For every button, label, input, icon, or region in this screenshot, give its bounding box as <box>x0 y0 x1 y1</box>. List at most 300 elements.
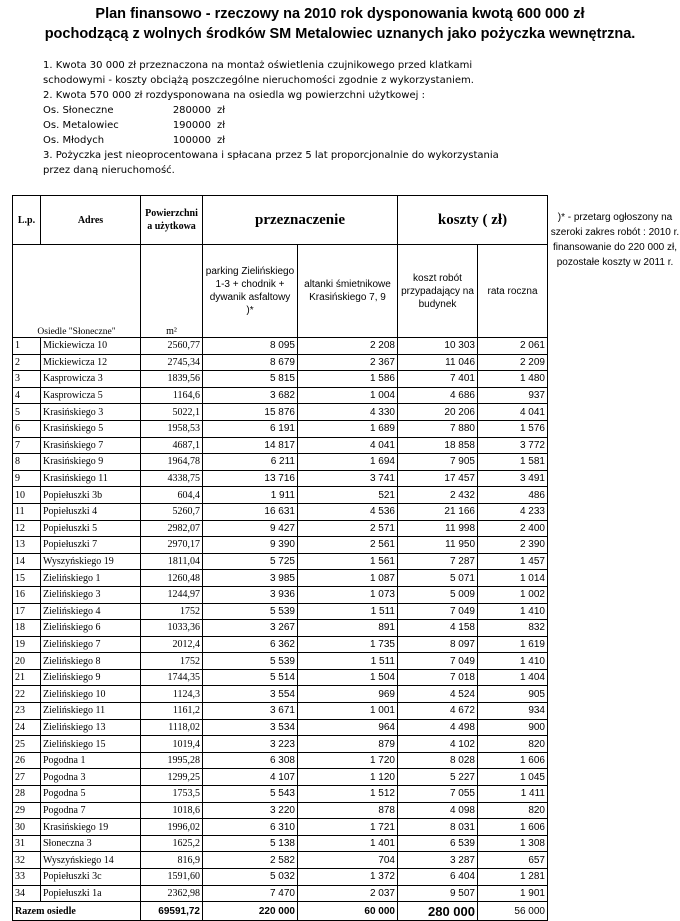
cell-altanki: 1 001 <box>298 703 398 720</box>
cell-koszt-robot: 21 166 <box>398 503 478 520</box>
cell-parking: 6 211 <box>203 454 298 471</box>
cell-altanki: 1 120 <box>298 769 398 786</box>
cell-lp: 28 <box>13 786 41 803</box>
cell-adres: Krasińskiego 5 <box>41 420 141 437</box>
cell-rata: 1 410 <box>478 603 548 620</box>
cell-altanki: 1 720 <box>298 752 398 769</box>
subheader-row <box>13 245 548 338</box>
cell-lp: 17 <box>13 603 41 620</box>
cell-parking: 13 716 <box>203 470 298 487</box>
cell-lp: 27 <box>13 769 41 786</box>
cell-parking: 5 539 <box>203 653 298 670</box>
table-row <box>13 354 548 371</box>
cell-powierzchnia: 1244,97 <box>141 586 203 603</box>
notes-section <box>43 58 499 178</box>
estate-unit: zł <box>217 105 226 116</box>
cell-powierzchnia: 2745,34 <box>141 354 203 371</box>
header-lp: L.p. <box>13 196 41 245</box>
cell-koszt-robot: 17 457 <box>398 470 478 487</box>
cell-adres: Zielińskiego 4 <box>41 603 141 620</box>
subheader-parking: parking Zielińskiego 1-3 + chodnik + dywanik asfaltowy )* <box>203 245 298 338</box>
cell-koszt-robot: 4 524 <box>398 686 478 703</box>
cell-lp: 5 <box>13 404 41 421</box>
cell-koszt-robot: 3 287 <box>398 852 478 869</box>
cell-koszt-robot: 5 009 <box>398 586 478 603</box>
cell-powierzchnia: 4338,75 <box>141 470 203 487</box>
table-row <box>13 338 548 355</box>
cell-rata: 820 <box>478 736 548 753</box>
cell-parking: 3 985 <box>203 570 298 587</box>
cell-rata: 1 457 <box>478 553 548 570</box>
cell-parking: 3 682 <box>203 387 298 404</box>
total-label: Razem osiedle <box>13 902 141 921</box>
cell-powierzchnia: 2970,17 <box>141 537 203 554</box>
cell-powierzchnia: 1260,48 <box>141 570 203 587</box>
cell-powierzchnia: 1839,56 <box>141 371 203 388</box>
cell-rata: 1 411 <box>478 786 548 803</box>
table-row <box>13 437 548 454</box>
cell-lp: 14 <box>13 553 41 570</box>
cell-lp: 12 <box>13 520 41 537</box>
cell-powierzchnia: 1161,2 <box>141 703 203 720</box>
cell-powierzchnia: 1299,25 <box>141 769 203 786</box>
cell-rata: 1 308 <box>478 835 548 852</box>
cell-adres: Zielińskiego 1 <box>41 570 141 587</box>
cell-adres: Pogodna 3 <box>41 769 141 786</box>
cell-powierzchnia: 1018,6 <box>141 802 203 819</box>
cell-altanki: 1 561 <box>298 553 398 570</box>
table-row <box>13 786 548 803</box>
cell-lp: 13 <box>13 537 41 554</box>
table-row <box>13 819 548 836</box>
title-line-1: Plan finansowo - rzeczowy na 2010 rok dysponowania kwotą 600 000 zł <box>95 6 585 22</box>
cell-powierzchnia: 816,9 <box>141 852 203 869</box>
subheader-osiedle: Osiedle "Słoneczne" <box>13 245 141 338</box>
cell-adres: Słoneczna 3 <box>41 835 141 852</box>
table-row <box>13 553 548 570</box>
cell-rata: 2 390 <box>478 537 548 554</box>
table-row <box>13 520 548 537</box>
cell-lp: 20 <box>13 653 41 670</box>
cell-adres: Popiełuszki 5 <box>41 520 141 537</box>
cell-koszt-robot: 18 858 <box>398 437 478 454</box>
cell-lp: 29 <box>13 802 41 819</box>
cell-altanki: 1 694 <box>298 454 398 471</box>
cell-adres: Pogodna 1 <box>41 752 141 769</box>
cell-koszt-robot: 4 686 <box>398 387 478 404</box>
cell-adres: Krasińskiego 9 <box>41 454 141 471</box>
estate-unit: zł <box>217 120 226 131</box>
cell-parking: 9 427 <box>203 520 298 537</box>
estate-amount: 100000 <box>172 135 211 146</box>
cell-koszt-robot: 5 071 <box>398 570 478 587</box>
cell-lp: 18 <box>13 620 41 637</box>
cell-altanki: 2 367 <box>298 354 398 371</box>
table-row <box>13 586 548 603</box>
cell-parking: 5 539 <box>203 603 298 620</box>
cell-powierzchnia: 1019,4 <box>141 736 203 753</box>
table-body <box>13 338 548 902</box>
cell-adres: Mickiewicza 12 <box>41 354 141 371</box>
cell-parking: 2 582 <box>203 852 298 869</box>
cell-altanki: 891 <box>298 620 398 637</box>
cell-koszt-robot: 7 287 <box>398 553 478 570</box>
cell-adres: Krasińskiego 7 <box>41 437 141 454</box>
table-row <box>13 852 548 869</box>
note-line-1: 1. Kwota 30 000 zł przeznaczona na montaż oświetlenia czujnikowego przed klatkami <box>43 60 473 71</box>
cell-koszt-robot: 9 507 <box>398 885 478 902</box>
cell-adres: Zielińskiego 9 <box>41 669 141 686</box>
cell-rata: 1 480 <box>478 371 548 388</box>
table-row <box>13 454 548 471</box>
cell-altanki: 1 586 <box>298 371 398 388</box>
cell-altanki: 2 561 <box>298 537 398 554</box>
cell-altanki: 3 741 <box>298 470 398 487</box>
cell-altanki: 1 512 <box>298 786 398 803</box>
cell-koszt-robot: 6 404 <box>398 869 478 886</box>
cell-rata: 657 <box>478 852 548 869</box>
cell-koszt-robot: 11 950 <box>398 537 478 554</box>
cell-lp: 15 <box>13 570 41 587</box>
cell-adres: Kasprowicza 3 <box>41 371 141 388</box>
cell-altanki: 2 571 <box>298 520 398 537</box>
cell-koszt-robot: 7 018 <box>398 669 478 686</box>
header-row <box>13 196 548 245</box>
table-row <box>13 752 548 769</box>
cell-altanki: 1 401 <box>298 835 398 852</box>
cell-powierzchnia: 1625,2 <box>141 835 203 852</box>
cell-powierzchnia: 1958,53 <box>141 420 203 437</box>
cell-powierzchnia: 1744,35 <box>141 669 203 686</box>
cell-powierzchnia: 1752 <box>141 603 203 620</box>
total-koszt: 280 000 <box>398 902 478 921</box>
cell-powierzchnia: 1811,04 <box>141 553 203 570</box>
cell-adres: Wyszyńskiego 14 <box>41 852 141 869</box>
cell-lp: 16 <box>13 586 41 603</box>
cell-koszt-robot: 8 028 <box>398 752 478 769</box>
cell-rata: 934 <box>478 703 548 720</box>
cell-lp: 4 <box>13 387 41 404</box>
cell-lp: 19 <box>13 636 41 653</box>
cell-altanki: 1 511 <box>298 653 398 670</box>
cell-lp: 23 <box>13 703 41 720</box>
estate-name: Os. Słoneczne <box>43 105 114 116</box>
table-row <box>13 769 548 786</box>
cell-powierzchnia: 604,4 <box>141 487 203 504</box>
cell-altanki: 964 <box>298 719 398 736</box>
cell-rata: 4 041 <box>478 404 548 421</box>
cell-altanki: 4 536 <box>298 503 398 520</box>
cell-rata: 2 209 <box>478 354 548 371</box>
cell-powierzchnia: 2362,98 <box>141 885 203 902</box>
table-row <box>13 719 548 736</box>
cell-adres: Pogodna 5 <box>41 786 141 803</box>
cell-rata: 832 <box>478 620 548 637</box>
cell-adres: Popiełuszki 4 <box>41 503 141 520</box>
cell-rata: 3 491 <box>478 470 548 487</box>
cell-rata: 1 576 <box>478 420 548 437</box>
cell-rata: 1 619 <box>478 636 548 653</box>
subheader-altanki: altanki śmietnikowe Krasińskiego 7, 9 <box>298 245 398 338</box>
table-row <box>13 703 548 720</box>
total-powierzchnia: 69591,72 <box>141 902 203 921</box>
cell-parking: 3 671 <box>203 703 298 720</box>
cell-adres: Popiełuszki 7 <box>41 537 141 554</box>
cell-lp: 34 <box>13 885 41 902</box>
cell-altanki: 1 721 <box>298 819 398 836</box>
cell-koszt-robot: 5 227 <box>398 769 478 786</box>
cell-parking: 6 308 <box>203 752 298 769</box>
subheader-unit: m² <box>141 245 203 338</box>
estate-name: Os. Młodych <box>43 135 105 146</box>
cell-lp: 32 <box>13 852 41 869</box>
cell-koszt-robot: 8 097 <box>398 636 478 653</box>
cell-koszt-robot: 7 055 <box>398 786 478 803</box>
cell-powierzchnia: 1164,6 <box>141 387 203 404</box>
estate-name: Os. Metalowiec <box>43 120 119 131</box>
total-parking: 220 000 <box>203 902 298 921</box>
cell-rata: 4 233 <box>478 503 548 520</box>
cell-parking: 5 138 <box>203 835 298 852</box>
table-row <box>13 802 548 819</box>
cell-rata: 1 281 <box>478 869 548 886</box>
cell-parking: 9 390 <box>203 537 298 554</box>
cell-parking: 4 107 <box>203 769 298 786</box>
cell-adres: Kasprowicza 5 <box>41 387 141 404</box>
cell-powierzchnia: 1753,5 <box>141 786 203 803</box>
table-row <box>13 487 548 504</box>
cell-lp: 1 <box>13 338 41 355</box>
cell-lp: 33 <box>13 869 41 886</box>
cell-powierzchnia: 5022,1 <box>141 404 203 421</box>
cell-koszt-robot: 7 049 <box>398 653 478 670</box>
cell-lp: 9 <box>13 470 41 487</box>
cell-parking: 6 362 <box>203 636 298 653</box>
cell-parking: 3 267 <box>203 620 298 637</box>
cell-parking: 5 543 <box>203 786 298 803</box>
header-przeznaczenie: przeznaczenie <box>203 196 398 245</box>
cell-adres: Zielińskiego 6 <box>41 620 141 637</box>
cell-altanki: 1 689 <box>298 420 398 437</box>
cell-koszt-robot: 7 905 <box>398 454 478 471</box>
cell-altanki: 969 <box>298 686 398 703</box>
subheader-rata-roczna: rata roczna <box>478 245 548 338</box>
cell-koszt-robot: 6 539 <box>398 835 478 852</box>
footnote: )* - przetarg ogłoszony na szeroki zakres robót : 2010 r. finansowanie do 220 000 zł, pozostałe koszty w 2011 r. <box>550 212 680 268</box>
cell-lp: 31 <box>13 835 41 852</box>
cell-parking: 6 310 <box>203 819 298 836</box>
cell-powierzchnia: 2982,07 <box>141 520 203 537</box>
document-title <box>0 4 680 44</box>
cell-koszt-robot: 7 049 <box>398 603 478 620</box>
table-row <box>13 470 548 487</box>
cell-rata: 1 014 <box>478 570 548 587</box>
note-line-3: 2. Kwota 570 000 zł rozdysponowana na osiedla wg powierzchni użytkowej : <box>43 90 425 101</box>
cell-rata: 900 <box>478 719 548 736</box>
cell-lp: 30 <box>13 819 41 836</box>
cell-rata: 3 772 <box>478 437 548 454</box>
cell-koszt-robot: 2 432 <box>398 487 478 504</box>
cell-parking: 1 911 <box>203 487 298 504</box>
cell-adres: Popiełuszki 3b <box>41 487 141 504</box>
note-line-2: schodowymi - koszty obciążą poszczególne nieruchomości zgodnie z wykorzystaniem. <box>43 75 474 86</box>
table-row <box>13 404 548 421</box>
table-row <box>13 503 548 520</box>
cell-koszt-robot: 4 672 <box>398 703 478 720</box>
cell-parking: 5 725 <box>203 553 298 570</box>
cell-adres: Popiełuszki 1a <box>41 885 141 902</box>
cell-lp: 11 <box>13 503 41 520</box>
cell-parking: 3 220 <box>203 802 298 819</box>
cell-rata: 1 404 <box>478 669 548 686</box>
cell-parking: 3 534 <box>203 719 298 736</box>
cell-adres: Krasińskiego 3 <box>41 404 141 421</box>
cell-adres: Mickiewicza 10 <box>41 338 141 355</box>
total-altanki: 60 000 <box>298 902 398 921</box>
note-line-4: 3. Pożyczka jest nieoprocentowana i spłacana przez 5 lat proporcjonalnie do wykorzystania <box>43 150 499 161</box>
cell-rata: 1 045 <box>478 769 548 786</box>
header-koszty: koszty ( zł) <box>398 196 548 245</box>
cell-altanki: 1 004 <box>298 387 398 404</box>
total-rata: 56 000 <box>478 902 548 921</box>
cell-parking: 8 679 <box>203 354 298 371</box>
cell-powierzchnia: 1995,28 <box>141 752 203 769</box>
cell-altanki: 1 087 <box>298 570 398 587</box>
cell-lp: 21 <box>13 669 41 686</box>
estate-amount: 190000 <box>172 120 211 131</box>
cell-altanki: 879 <box>298 736 398 753</box>
cell-parking: 15 876 <box>203 404 298 421</box>
estate-amounts <box>43 103 499 148</box>
title-line-2: pochodzącą z wolnych środków SM Metalowiec uznanych jako pożyczka wewnętrzna. <box>44 26 636 42</box>
subheader-koszt-robot: koszt robót przypadający na budynek <box>398 245 478 338</box>
cell-powierzchnia: 1118,02 <box>141 719 203 736</box>
cell-parking: 14 817 <box>203 437 298 454</box>
cell-adres: Zielińskiego 7 <box>41 636 141 653</box>
cell-parking: 7 470 <box>203 885 298 902</box>
cell-rata: 486 <box>478 487 548 504</box>
cell-altanki: 1 372 <box>298 869 398 886</box>
cell-altanki: 1 073 <box>298 586 398 603</box>
cell-lp: 10 <box>13 487 41 504</box>
cell-altanki: 878 <box>298 802 398 819</box>
cell-adres: Zielińskiego 13 <box>41 719 141 736</box>
cell-parking: 6 191 <box>203 420 298 437</box>
cell-rata: 1 410 <box>478 653 548 670</box>
cell-koszt-robot: 11 998 <box>398 520 478 537</box>
table-row <box>13 736 548 753</box>
cell-koszt-robot: 20 206 <box>398 404 478 421</box>
cell-powierzchnia: 1033,36 <box>141 620 203 637</box>
table-row <box>13 669 548 686</box>
cell-altanki: 4 041 <box>298 437 398 454</box>
estate-unit: zł <box>217 135 226 146</box>
cell-lp: 8 <box>13 454 41 471</box>
cell-rata: 1 581 <box>478 454 548 471</box>
cell-powierzchnia: 1996,02 <box>141 819 203 836</box>
cell-powierzchnia: 1124,3 <box>141 686 203 703</box>
finance-table <box>12 195 548 921</box>
cell-adres: Zielińskiego 11 <box>41 703 141 720</box>
cell-adres: Pogodna 7 <box>41 802 141 819</box>
cell-koszt-robot: 4 498 <box>398 719 478 736</box>
cell-altanki: 2 037 <box>298 885 398 902</box>
cell-powierzchnia: 4687,1 <box>141 437 203 454</box>
cell-koszt-robot: 7 401 <box>398 371 478 388</box>
cell-lp: 24 <box>13 719 41 736</box>
note-line-5: przez daną nieruchomość. <box>43 165 175 176</box>
cell-lp: 3 <box>13 371 41 388</box>
cell-parking: 5 032 <box>203 869 298 886</box>
table-row <box>13 570 548 587</box>
cell-powierzchnia: 2012,4 <box>141 636 203 653</box>
cell-koszt-robot: 11 046 <box>398 354 478 371</box>
cell-powierzchnia: 2560,77 <box>141 338 203 355</box>
cell-lp: 2 <box>13 354 41 371</box>
cell-adres: Zielińskiego 8 <box>41 653 141 670</box>
cell-parking: 8 095 <box>203 338 298 355</box>
cell-koszt-robot: 4 102 <box>398 736 478 753</box>
cell-parking: 5 815 <box>203 371 298 388</box>
cell-altanki: 521 <box>298 487 398 504</box>
cell-parking: 3 223 <box>203 736 298 753</box>
table-row <box>13 620 548 637</box>
table-row <box>13 636 548 653</box>
header-powierzchnia: Powierzchnia użytkowa <box>141 196 203 245</box>
header-adres: Adres <box>41 196 141 245</box>
cell-adres: Popiełuszki 3c <box>41 869 141 886</box>
cell-powierzchnia: 5260,7 <box>141 503 203 520</box>
cell-rata: 2 061 <box>478 338 548 355</box>
table-row <box>13 869 548 886</box>
table-row <box>13 420 548 437</box>
cell-parking: 5 514 <box>203 669 298 686</box>
cell-altanki: 704 <box>298 852 398 869</box>
cell-adres: Zielińskiego 3 <box>41 586 141 603</box>
cell-lp: 22 <box>13 686 41 703</box>
cell-lp: 7 <box>13 437 41 454</box>
table-row <box>13 653 548 670</box>
cell-rata: 2 400 <box>478 520 548 537</box>
cell-parking: 3 554 <box>203 686 298 703</box>
cell-rata: 1 606 <box>478 752 548 769</box>
table-row <box>13 686 548 703</box>
cell-altanki: 4 330 <box>298 404 398 421</box>
cell-altanki: 1 735 <box>298 636 398 653</box>
table-row <box>13 603 548 620</box>
cell-altanki: 2 208 <box>298 338 398 355</box>
total-row <box>13 902 548 921</box>
cell-rata: 1 901 <box>478 885 548 902</box>
cell-lp: 26 <box>13 752 41 769</box>
cell-koszt-robot: 8 031 <box>398 819 478 836</box>
cell-rata: 1 002 <box>478 586 548 603</box>
cell-powierzchnia: 1591,60 <box>141 869 203 886</box>
table-row <box>13 387 548 404</box>
table-row <box>13 835 548 852</box>
cell-adres: Wyszyńskiego 19 <box>41 553 141 570</box>
cell-koszt-robot: 10 303 <box>398 338 478 355</box>
cell-koszt-robot: 4 158 <box>398 620 478 637</box>
cell-adres: Zielińskiego 15 <box>41 736 141 753</box>
estate-amount: 280000 <box>172 105 211 116</box>
cell-parking: 3 936 <box>203 586 298 603</box>
cell-powierzchnia: 1752 <box>141 653 203 670</box>
cell-koszt-robot: 7 880 <box>398 420 478 437</box>
cell-powierzchnia: 1964,78 <box>141 454 203 471</box>
cell-altanki: 1 504 <box>298 669 398 686</box>
cell-altanki: 1 511 <box>298 603 398 620</box>
